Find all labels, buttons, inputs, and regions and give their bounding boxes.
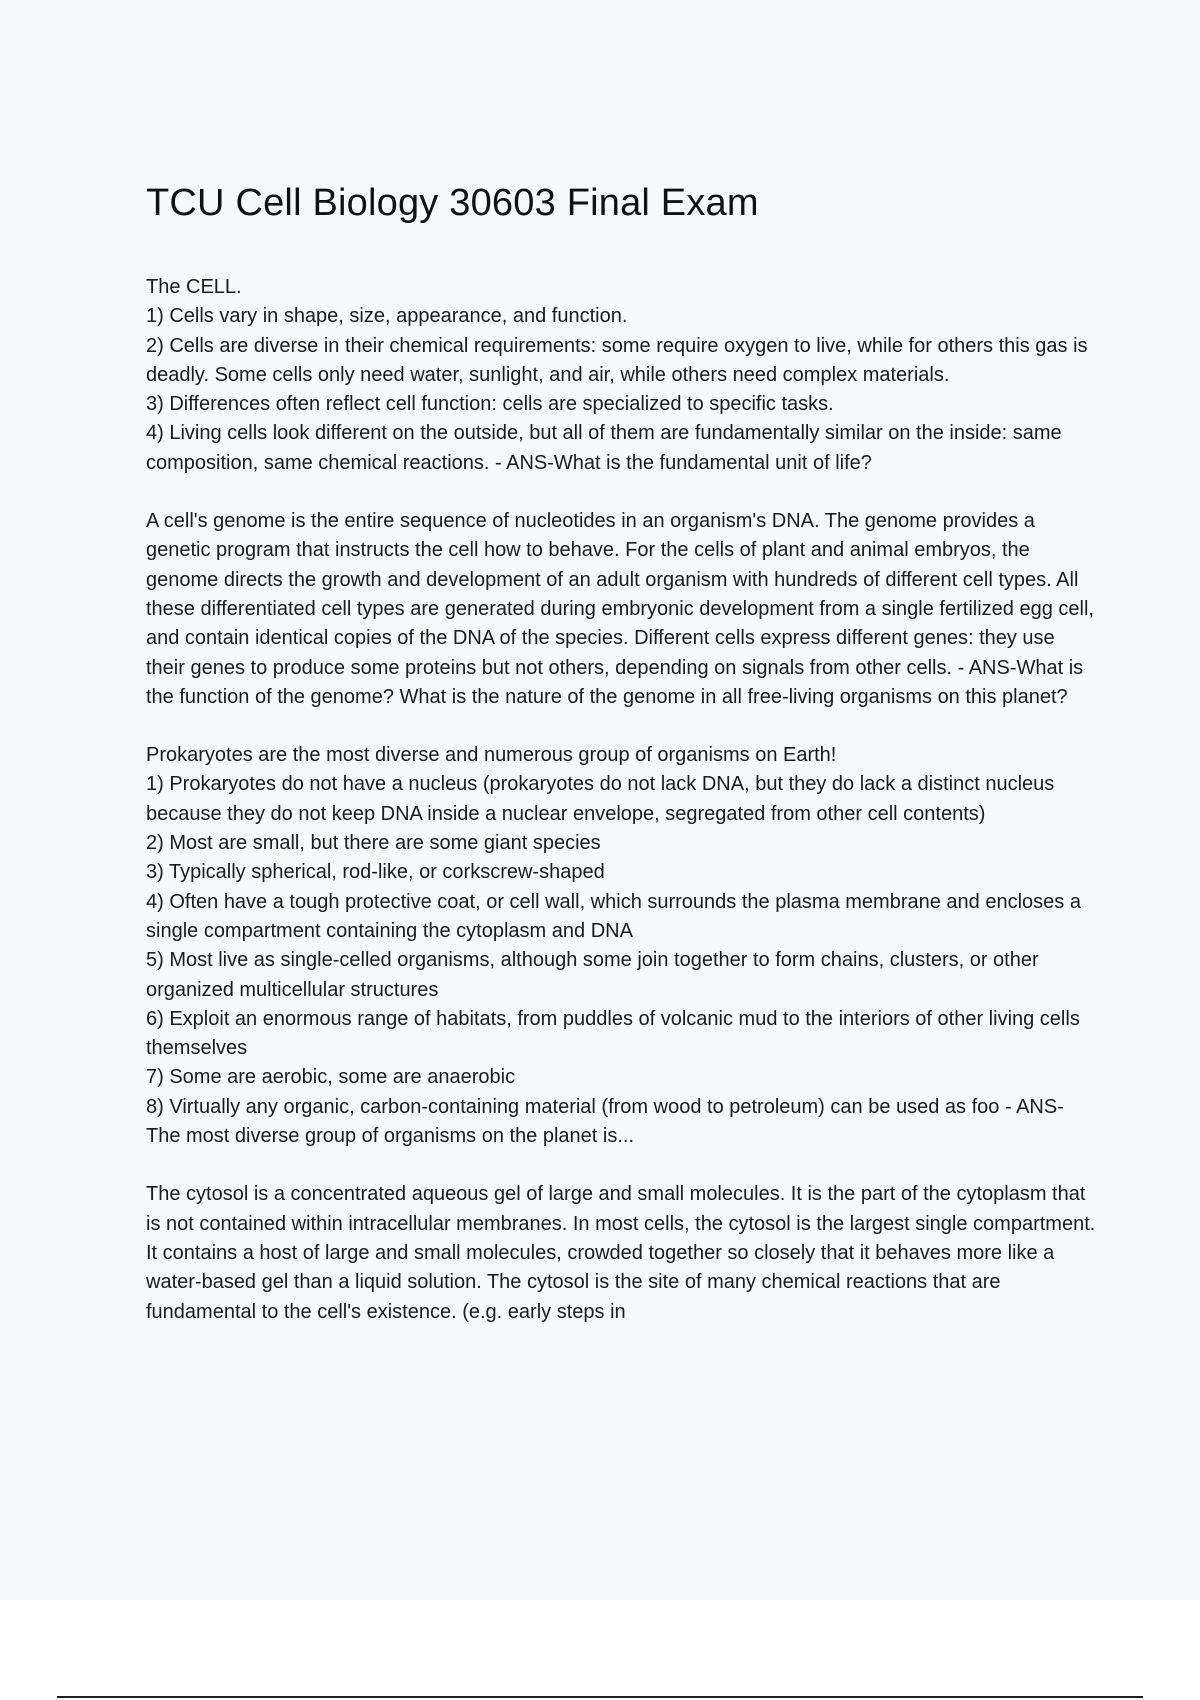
document-content bbox=[146, 182, 1096, 1356]
document-title: TCU Cell Biology 30603 Final Exam bbox=[146, 182, 759, 224]
bottom-divider bbox=[57, 1696, 1143, 1698]
paragraph-genome: A cell's genome is the entire sequence of nucleotides in an organism's DNA. The genome provides a genetic program that instructs the cell how to behave. For the cells of plant and animal embryos, the genome directs the growth and development of an adult organism with hundreds of different cell types. All these differentiated cell types are generated during embryonic development from a single fertilized egg cell, and contain identical copies of the DNA of the species. Different cells express different genes: they use their genes to produce some proteins but not others, depending on signals from other cells. - ANS-What is the function of the genome? What is the nature of the genome in all free-living organisms on this planet? bbox=[146, 510, 1094, 708]
paragraph-prokaryotes: Prokaryotes are the most diverse and numerous group of organisms on Earth! 1) Prokaryotes do not have a nucleus (prokaryotes do not lack DNA, but they do lack a distinct nucleus because they do not keep DNA inside a nuclear envelope, segregated from other cell contents) 2) Most are small, but there are some giant species 3) Typically spherical, rod-like, or corkscrew-shaped 4) Often have a tough protective coat, or cell wall, which surrounds the plasma membrane and encloses a single compartment containing the cytoplasm and DNA 5) Most live as single-celled organisms, although some join together to form chains, clusters, or other organized multicellular structures 6) Exploit an enormous range of habitats, from puddles of volcanic mud to the interiors of other living cells themselves 7) Some are aerobic, some are anaerobic 8) Virtually any organic, carbon-containing material (from wood to petroleum) can be used as foo - ANS-The most diverse group of organisms on the planet is... bbox=[146, 744, 1081, 1148]
paragraph-cytosol: The cytosol is a concentrated aqueous gel of large and small molecules. It is the part of the cytoplasm that is not contained within intracellular membranes. In most cells, the cytosol is the largest single compartment. It contains a host of large and small molecules, crowded together so closely that it behaves more like a water-based gel than a liquid solution. The cytosol is the site of many chemical reactions that are fundamental to the cell's existence. (e.g. early steps in bbox=[146, 1183, 1096, 1323]
paragraph-the-cell: The CELL. 1) Cells vary in shape, size, appearance, and function. 2) Cells are diverse in their chemical requirements: some require oxygen to live, while for others this gas is deadly. Some cells only need water, sunlight, and air, while others need complex materials. 3) Differences often reflect cell function: cells are specialized to specific tasks. 4) Living cells look different on the outside, but all of them are fundamentally similar on the inside: same composition, same chemical reactions. - ANS-What is the fundamental unit of life? bbox=[146, 276, 1088, 474]
